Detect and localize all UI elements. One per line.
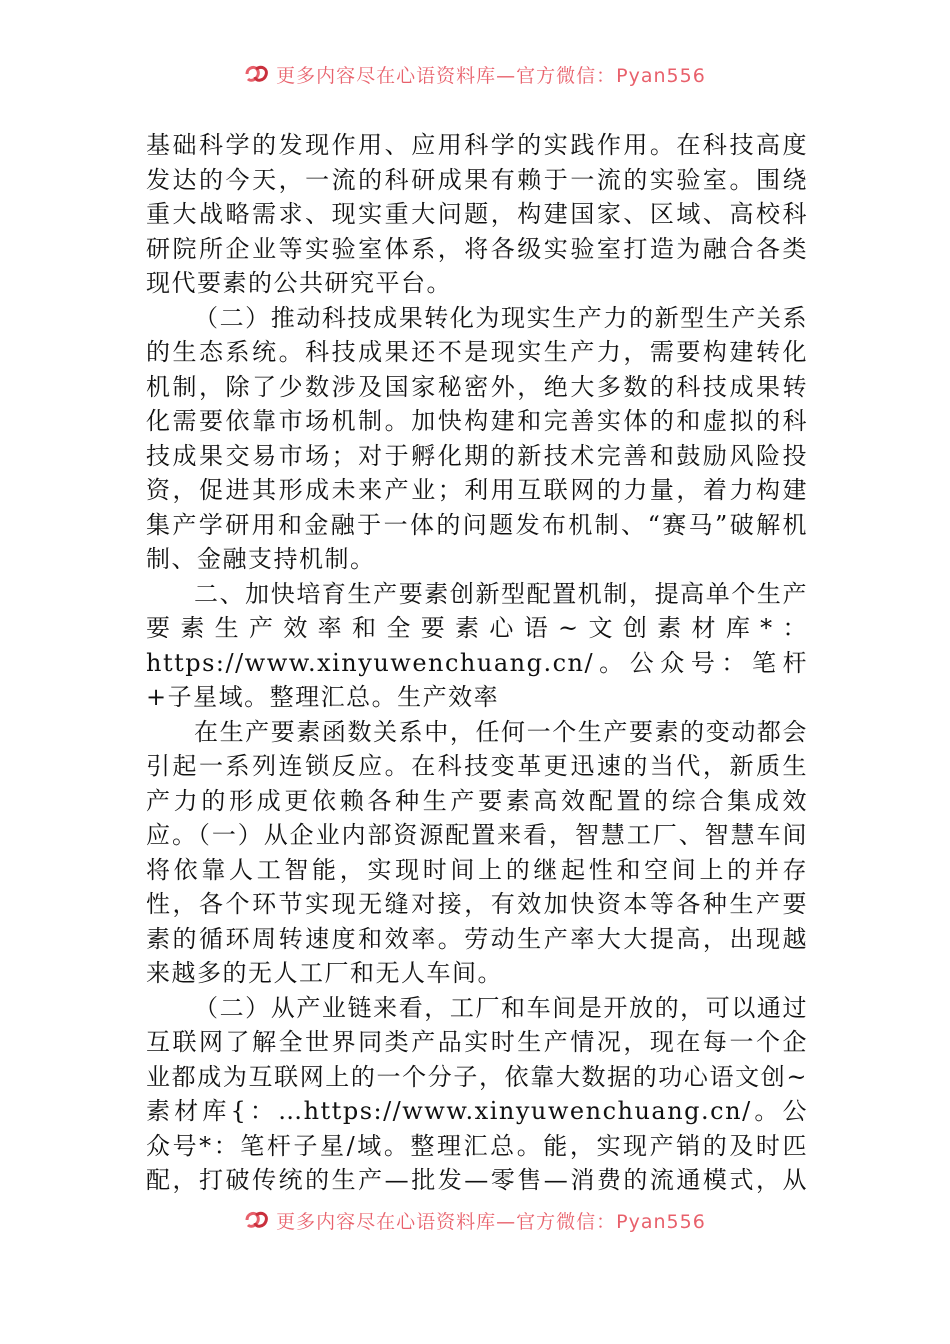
footer-watermark-text: 更多内容尽在心语资料库—官方微信：Pyan556 — [276, 1210, 706, 1233]
header-watermark — [0, 54, 950, 94]
paragraph: （二）从产业链来看，工厂和车间是开放的，可以通过互联网了解全世界同类产品实时生产情况，现在每一个企业都成为互联网上的一个分子，依靠大数据的功心语文创~素材库{：…https://www.xinyuwenchuang.cn/。公众号*：笔杆子星/域。整理汇总。能，实现产销的及时匹配，打破传统的生产—批发—零售—消费的流通模式，从 — [146, 993, 808, 1194]
paragraph: 二、加快培育生产要素创新型配置机制，提高单个生产要素生产效率和全要素心语~文创素材库*：https://www.xinyuwenchuang.cn/。公众号：笔杆+子星域。整理汇总。生产效率 — [146, 579, 808, 711]
paragraph: （二）推动科技成果转化为现实生产力的新型生产关系的生态系统。科技成果还不是现实生产力，需要构建转化机制，除了少数涉及国家秘密外，绝大多数的科技成果转化需要依靠市场机制。加快构建和完善实体的和虚拟的科技成果交易市场；对于孵化期的新技术完善和鼓励风险投资，促进其形成未来产业；利用互联网的力量，着力构建集产学研用和金融于一体的问题发布机制、“赛马”破解机制、金融支持机制。 — [146, 303, 808, 573]
logo-icon — [244, 63, 270, 85]
footer-watermark — [0, 1200, 950, 1240]
paragraph: 在生产要素函数关系中，任何一个生产要素的变动都会引起一系列连锁反应。在科技变革更迅速的当代，新质生产力的形成更依赖各种生产要素高效配置的综合集成效应。（一）从企业内部资源配置来看，智慧工厂、智慧车间将依靠人工智能，实现时间上的继起性和空间上的并存性，各个环节实现无缝对接，有效加快资本等各种生产要素的循环周转速度和效率。劳动生产率大大提高，出现越来越多的无人工厂和无人车间。 — [146, 717, 808, 987]
logo-icon — [244, 1209, 270, 1231]
header-watermark-text: 更多内容尽在心语资料库—官方微信：Pyan556 — [276, 64, 706, 87]
paragraph: 基础科学的发现作用、应用科学的实践作用。在科技高度发达的今天，一流的科研成果有赖于一流的实验室。围绕重大战略需求、现实重大问题，构建国家、区域、高校科研院所企业等实验室体系，将各级实验室打造为融合各类现代要素的公共研究平台。 — [146, 131, 808, 297]
document-body — [146, 128, 808, 1232]
